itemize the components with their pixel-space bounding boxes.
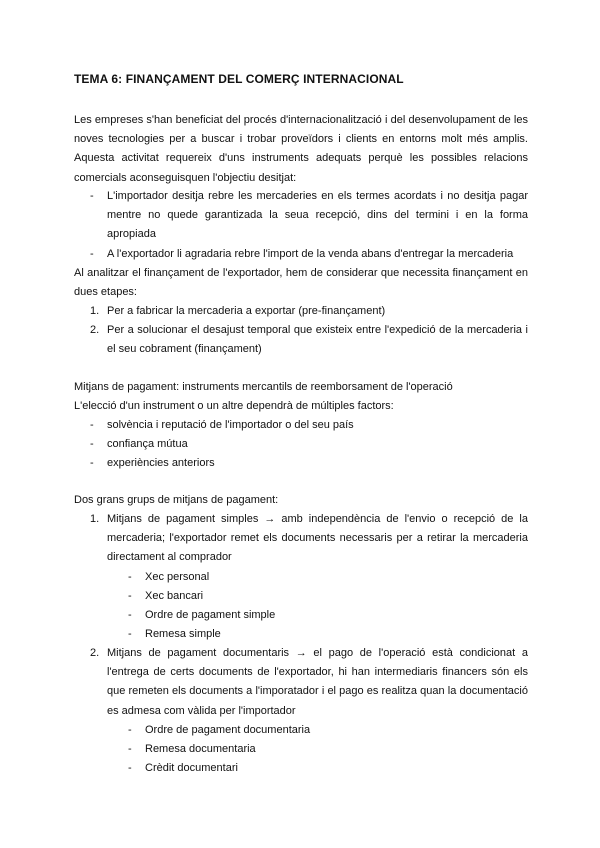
financing-step [90, 302, 528, 321]
bullet-dash: - [128, 609, 132, 621]
bullet-text: L'importador desitja rebre les mercaderies en els termes acordats i no desitja pagar mentre no quede garantizada la seua recepció, dins del termini i en la forma apropiada [107, 190, 528, 241]
factor-text: experiències anteriors [107, 457, 215, 469]
choice-factor [90, 416, 528, 435]
group-item [128, 625, 221, 644]
group-item-text: Xec personal [145, 571, 210, 583]
step-text: Per a fabricar la mercaderia a exportar (pre-finançament) [107, 305, 386, 317]
bullet-dash: - [128, 762, 132, 774]
financing-intro: Al analitzar el finançament de l'exportador, hem de considerar que necessita finançament en dues etapes: [74, 267, 528, 299]
choice-factors-intro: L'elecció d'un instrument o un altre dependrà de múltiples factors: [74, 400, 394, 412]
bullet-dash: - [128, 743, 132, 755]
factor-text: confiança mútua [107, 438, 188, 450]
step-text: Per a solucionar el desajust temporal que existeix entre l'expedició de la mercaderia i el seu cobrament (finançament) [107, 324, 528, 356]
bullet-dash: - [90, 419, 94, 431]
bullet-dash: - [90, 438, 94, 450]
group-item [128, 587, 203, 606]
step-number: 1. [90, 305, 100, 317]
group-item-text: Remesa simple [145, 628, 221, 640]
bullet-dash: - [90, 457, 94, 469]
factor-text: solvència i reputació de l'importador o del seu país [107, 419, 354, 431]
group-item-text: Ordre de pagament simple [145, 609, 276, 621]
bullet-dash: - [90, 248, 94, 260]
choice-factor [90, 454, 528, 473]
bullet-dash: - [128, 628, 132, 640]
group-item-text: Crèdit documentari [145, 762, 238, 774]
groups-intro: Dos grans grups de mitjans de pagament: [74, 494, 279, 506]
group-item-text: Xec bancari [145, 590, 204, 602]
step-number: 2. [90, 324, 100, 336]
intro-paragraph: Les empreses s'han beneficiat del procés d'internacionalització i del desenvolupament de les noves tecnologies per a buscar i trobar proveïdors i clients en entorns molt més amplis. Aquesta activitat requereix d'uns instruments adequats perquè les possibles relacions comercials aconseguisquen l'objectiu desitjat: [74, 114, 528, 184]
page-title: TEMA 6: FINANÇAMENT DEL COMERÇ INTERNACIONAL [74, 72, 404, 86]
intro-bullet [90, 187, 528, 245]
group-item-text: Remesa documentaria [145, 743, 256, 755]
bullet-text: A l'exportador li agradaria rebre l'import de la venda abans d'entregar la mercaderia [107, 248, 514, 260]
bullet-dash: - [128, 571, 132, 583]
group-item-text: Ordre de pagament documentaria [145, 724, 311, 736]
group-item [128, 721, 310, 740]
bullet-dash: - [128, 590, 132, 602]
payment-means-definition: Mitjans de pagament: instruments mercantils de reemborsament de l'operació [74, 381, 453, 393]
group-item [128, 606, 275, 625]
payment-group [90, 644, 528, 721]
group-number: 2. [90, 647, 100, 659]
group-number: 1. [90, 513, 100, 525]
bullet-dash: - [90, 190, 94, 202]
bullet-dash: - [128, 724, 132, 736]
payment-group [90, 510, 528, 568]
group-item [128, 740, 256, 759]
intro-bullet [90, 245, 528, 264]
group-text: Mitjans de pagament simples → amb independència de l'envio o recepció de la mercaderia; l'exportador remet els documents necessaris per a retirar la mercaderia directament al comprador [107, 513, 528, 564]
group-item [128, 568, 209, 587]
financing-step [90, 321, 528, 359]
group-item [128, 759, 238, 778]
choice-factor [90, 435, 528, 454]
group-text: Mitjans de pagament documentaris → el pago de l'operació està condicionat a l'entrega de certs documents de l'exportador, hi han intermediaris financers són els que remeten els documents a l'imporatador i el pago es realitza quan la documentació es admesa com vàlida per l'importador [107, 647, 528, 717]
